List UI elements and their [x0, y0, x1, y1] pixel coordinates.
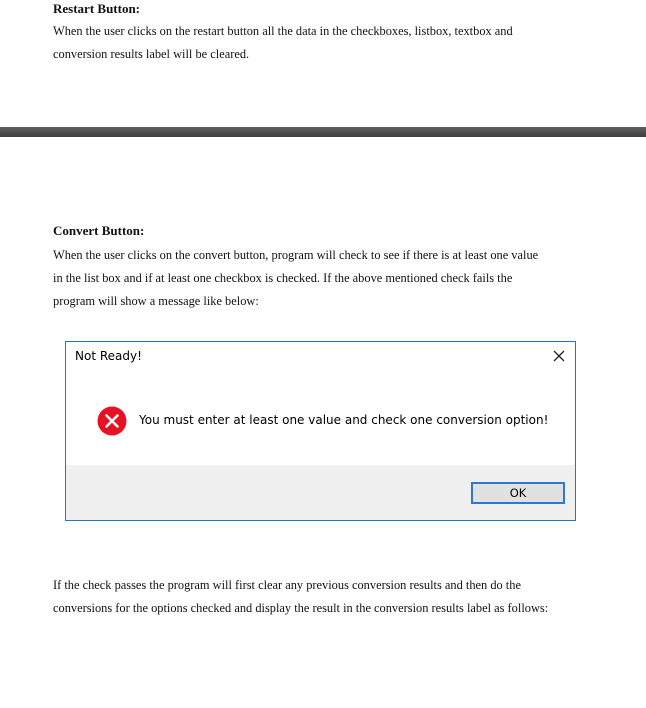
convert-line-1: When the user clicks on the convert button, program will check to see if there is at least one value [53, 248, 539, 262]
restart-line-1: When the user clicks on the restart button all the data in the checkboxes, listbox, textbox and [53, 24, 513, 38]
passes-line-2: conversions for the options checked and display the result in the conversion results label as follows: [53, 601, 549, 615]
dialog-title: Not Ready! [75, 349, 142, 363]
convert-line-3: program will show a message like below: [53, 294, 259, 308]
dialog-footer [66, 465, 575, 520]
close-icon[interactable] [551, 348, 567, 364]
dialog-message: You must enter at least one value and check one conversion option! [139, 413, 549, 427]
ok-button[interactable]: OK [471, 482, 565, 504]
convert-line-2: in the list box and if at least one checkbox is checked. If the above mentioned check fails the [53, 271, 513, 285]
restart-line-2: conversion results label will be cleared. [53, 47, 250, 61]
convert-heading: Convert Button: [53, 223, 145, 238]
passes-line-1: If the check passes the program will first clear any previous conversion results and then do the [53, 578, 521, 592]
passes-paragraph [53, 574, 588, 620]
convert-paragraph [53, 244, 588, 313]
page-divider [0, 127, 646, 137]
restart-paragraph [53, 20, 588, 66]
restart-heading: Restart Button: [53, 1, 141, 16]
not-ready-dialog [65, 341, 576, 521]
error-icon [97, 406, 127, 436]
